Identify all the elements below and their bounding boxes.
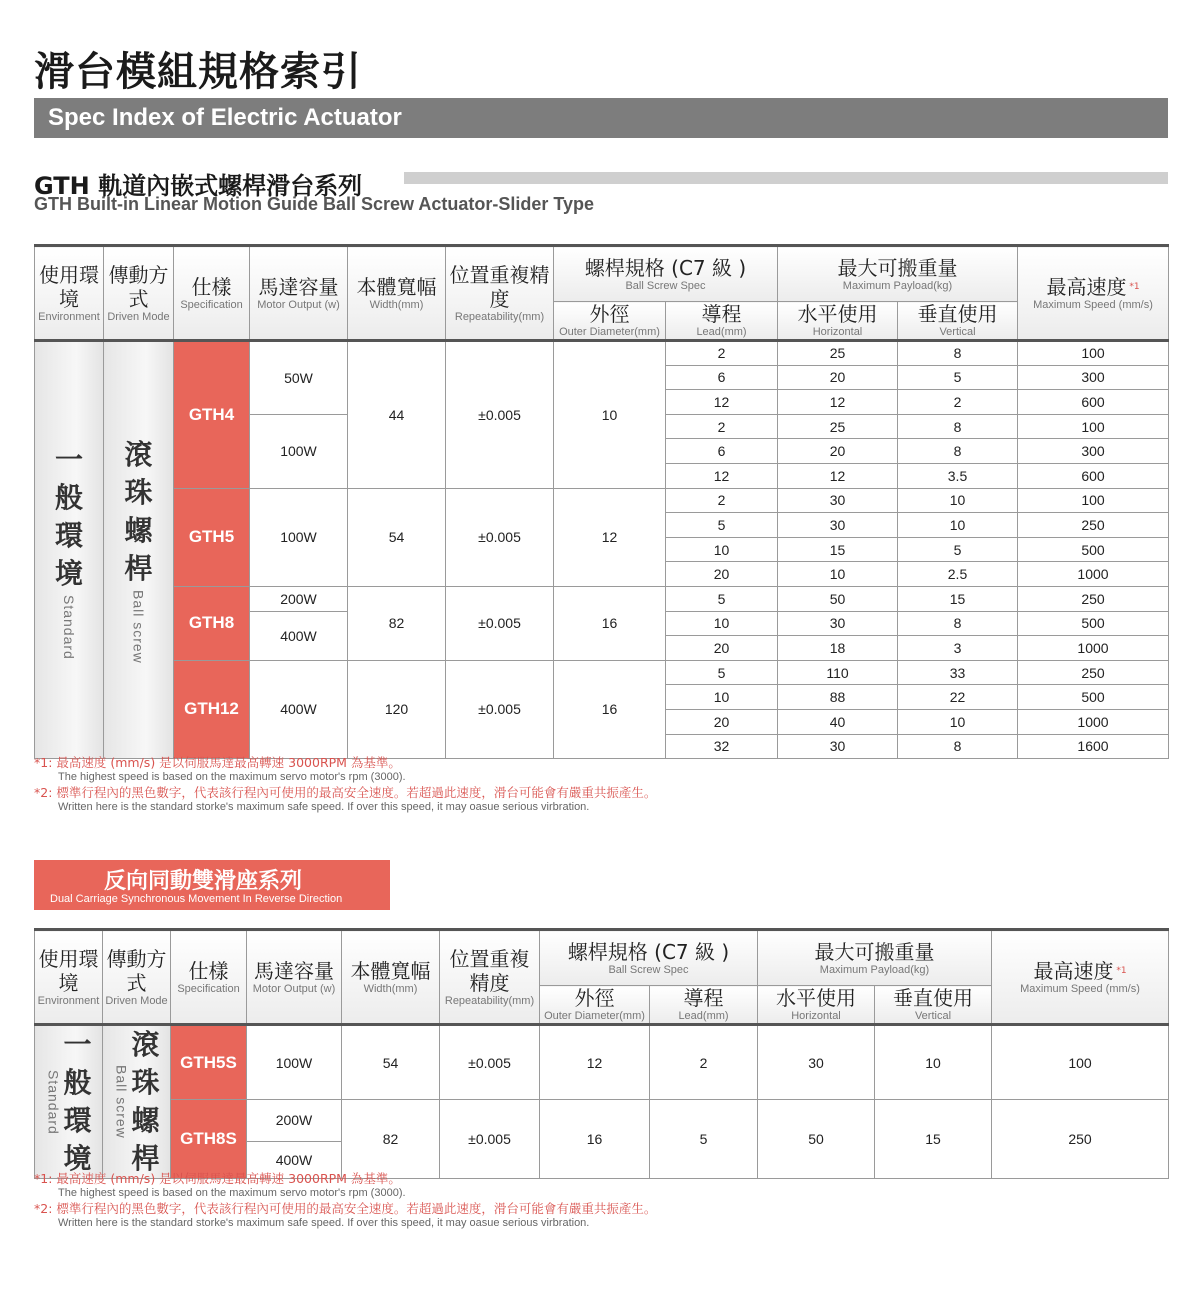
- payload-horizontal: 40: [778, 709, 898, 734]
- header-lead: [666, 302, 778, 341]
- outer-diameter: 12: [540, 1025, 650, 1100]
- max-speed: 1600: [1018, 734, 1169, 759]
- payload-vertical: 22: [898, 685, 1018, 710]
- lead: 20: [666, 562, 778, 587]
- environment-en: Standard: [61, 594, 77, 660]
- header-payload-en: Maximum Payload(kg): [842, 279, 953, 292]
- header-specification: [174, 246, 250, 341]
- payload-horizontal: 25: [778, 341, 898, 366]
- motor-output: 400W: [247, 1141, 342, 1179]
- header-payload-en: Maximum Payload(kg): [819, 963, 930, 976]
- body-width: 44: [348, 341, 446, 489]
- header-width-en: Width(mm): [363, 982, 418, 995]
- header-outer-diameter: [554, 302, 666, 341]
- lead: 20: [666, 636, 778, 661]
- header-drive-mode-en: Driven Mode: [107, 310, 170, 323]
- header-outer-diameter-zh: 外徑: [589, 302, 630, 326]
- header-vertical: [898, 302, 1018, 341]
- table-row: [35, 341, 1169, 366]
- header-specification-zh: 仕樣: [188, 958, 229, 983]
- dual-series-banner: [34, 860, 390, 910]
- header-max-speed-en: Maximum Speed (mm/s): [1033, 298, 1153, 311]
- environment-en: Standard: [45, 1069, 62, 1135]
- model-name: GTH5: [174, 488, 250, 586]
- repeatability: ±0.005: [446, 341, 554, 489]
- environment-cell: [35, 341, 104, 759]
- max-speed: 1000: [1018, 636, 1169, 661]
- lead: 6: [666, 439, 778, 464]
- lead: 6: [666, 365, 778, 390]
- lead: 2: [666, 341, 778, 366]
- header-outer-diameter-zh: 外徑: [574, 986, 615, 1010]
- repeatability: ±0.005: [446, 488, 554, 586]
- footnote-marker: *1: [1113, 965, 1127, 976]
- motor-output: 200W: [247, 1100, 342, 1142]
- max-speed: 100: [992, 1025, 1169, 1100]
- footnote-1-zh: *1: 最高速度 (mm/s) 是以伺服馬達最高轉速 3000RPM 為基準。: [34, 1171, 401, 1186]
- max-speed: 250: [1018, 660, 1169, 685]
- subtitle-bar: [34, 98, 1168, 138]
- payload-vertical: 2.5: [898, 562, 1018, 587]
- max-speed: 100: [1018, 414, 1169, 439]
- body-width: 82: [342, 1100, 440, 1179]
- max-speed: 600: [1018, 463, 1169, 488]
- header-outer-diameter-en: Outer Diameter(mm): [544, 1010, 645, 1022]
- payload-vertical: 8: [898, 341, 1018, 366]
- lead: 5: [650, 1100, 758, 1179]
- lead: 2: [666, 488, 778, 513]
- header-width: [348, 246, 446, 341]
- header-vertical-zh: 垂直使用: [893, 986, 973, 1010]
- header-motor-output-en: Motor Output (w): [257, 298, 340, 311]
- model-name: GTH5S: [171, 1025, 247, 1100]
- motor-output: 400W: [250, 611, 348, 660]
- environment-zh: 一 般 環 境: [63, 1028, 92, 1175]
- body-width: 54: [348, 488, 446, 586]
- body-width: 54: [342, 1025, 440, 1100]
- header-environment-zh: 使用環境: [38, 946, 99, 995]
- header-ball-screw: [540, 930, 758, 986]
- outer-diameter: 12: [554, 488, 666, 586]
- max-speed: 300: [1018, 439, 1169, 464]
- header-max-speed-zh: 最高速度 $^{*1}$: [1046, 274, 1140, 299]
- lead: 5: [666, 513, 778, 538]
- payload-horizontal: 12: [778, 390, 898, 415]
- payload-vertical: 15: [898, 586, 1018, 611]
- model-name: GTH8S: [171, 1100, 247, 1179]
- header-max-speed: [992, 930, 1169, 1025]
- payload-horizontal: 20: [778, 365, 898, 390]
- header-width-en: Width(mm): [369, 298, 424, 311]
- table-row: [35, 660, 1169, 685]
- lead: 32: [666, 734, 778, 759]
- lead: 2: [650, 1025, 758, 1100]
- header-drive-mode: [103, 930, 171, 1025]
- header-horizontal-zh: 水平使用: [776, 986, 856, 1010]
- footnote-1-en: The highest speed is based on the maximum servo motor's rpm (3000).: [58, 1187, 406, 1199]
- header-width-zh: 本體寬幅: [350, 958, 431, 983]
- header-environment-en: Environment: [38, 310, 100, 323]
- header-horizontal: [778, 302, 898, 341]
- series-subtitle: GTH Built-in Linear Motion Guide Ball Screw Actuator-Slider Type: [34, 194, 595, 214]
- header-repeatability-zh: 位置重複精度: [449, 262, 550, 311]
- lead: 5: [666, 660, 778, 685]
- payload-horizontal: 18: [778, 636, 898, 661]
- spec-table-dual: [34, 928, 1169, 1179]
- payload-horizontal: 88: [778, 685, 898, 710]
- model-name: GTH8: [174, 586, 250, 660]
- series-divider: [404, 172, 1168, 184]
- header-repeatability: [440, 930, 540, 1025]
- header-environment-zh: 使用環境: [39, 262, 99, 311]
- header-horizontal-en: Horizontal: [812, 326, 863, 338]
- lead: 10: [666, 685, 778, 710]
- payload-vertical: 8: [898, 734, 1018, 759]
- header-motor-output-zh: 馬達容量: [254, 958, 334, 983]
- header-lead-en: Lead(mm): [678, 1010, 729, 1022]
- header-repeatability-en: Repeatability(mm): [444, 994, 535, 1007]
- footnote-1-en: The highest speed is based on the maximum servo motor's rpm (3000).: [58, 771, 406, 783]
- header-lead-zh: 導程: [701, 302, 742, 326]
- table-row: [35, 488, 1169, 513]
- payload-vertical: 8: [898, 414, 1018, 439]
- model-name: GTH12: [174, 660, 250, 758]
- drive-mode-zh: 滾 珠 螺 桿: [124, 438, 153, 586]
- motor-output: 400W: [250, 660, 348, 758]
- environment-zh: 一 般 環 境: [54, 442, 83, 590]
- lead: 12: [666, 390, 778, 415]
- motor-output: 200W: [250, 586, 348, 611]
- payload-horizontal: 15: [778, 537, 898, 562]
- header-drive-mode-zh: 傳動方式: [106, 946, 167, 995]
- dual-series-subtitle: Dual Carriage Synchronous Movement In Reverse Direction: [50, 893, 343, 905]
- header-max-speed-en: Maximum Speed (mm/s): [1020, 982, 1140, 995]
- payload-horizontal: 30: [778, 611, 898, 636]
- header-lead-zh: 導程: [683, 986, 724, 1010]
- max-speed: 250: [992, 1100, 1169, 1179]
- payload-horizontal: 10: [778, 562, 898, 587]
- footnote-marker: *1: [1126, 281, 1140, 292]
- max-speed: 500: [1018, 611, 1169, 636]
- header-motor-output-zh: 馬達容量: [258, 274, 339, 299]
- header-vertical-en: Vertical: [939, 326, 976, 338]
- repeatability: ±0.005: [440, 1025, 540, 1100]
- payload-vertical: 3.5: [898, 463, 1018, 488]
- outer-diameter: 16: [540, 1100, 650, 1179]
- header-ball-screw: [554, 246, 778, 302]
- payload-vertical: 33: [898, 660, 1018, 685]
- motor-output: 100W: [250, 488, 348, 586]
- header-ball-screw-en: Ball Screw Spec: [625, 279, 706, 292]
- header-horizontal-en: Horizontal: [791, 1010, 841, 1022]
- header-width-zh: 本體寬幅: [356, 274, 437, 299]
- header-payload-zh: 最大可搬重量: [837, 255, 958, 280]
- drive-mode-zh: 滾 珠 螺 桿: [131, 1028, 160, 1175]
- outer-diameter: 16: [554, 586, 666, 660]
- payload-vertical: 5: [898, 365, 1018, 390]
- header-vertical-zh: 垂直使用: [917, 302, 998, 326]
- dual-series-title: 反向同動雙滑座系列: [104, 869, 303, 894]
- table-row: [35, 586, 1169, 611]
- payload-vertical: 10: [898, 709, 1018, 734]
- drive-mode-cell: [103, 1025, 171, 1179]
- motor-output: 50W: [250, 341, 348, 415]
- header-motor-output: [250, 246, 348, 341]
- header-specification-en: Specification: [180, 298, 243, 311]
- lead: 2: [666, 414, 778, 439]
- header-environment: [35, 246, 104, 341]
- page-title: 滑台模組規格索引: [34, 49, 362, 95]
- header-ball-screw-zh: 螺桿規格 (C7 級 ): [584, 255, 747, 280]
- header-drive-mode-en: Driven Mode: [105, 994, 168, 1007]
- table-row: [35, 1025, 1169, 1100]
- payload-horizontal: 30: [778, 513, 898, 538]
- header-motor-output: [247, 930, 342, 1025]
- body-width: 82: [348, 586, 446, 660]
- spec-table-gth: [34, 244, 1169, 759]
- payload-horizontal: 30: [758, 1025, 875, 1100]
- header-max-speed-zh: 最高速度 $^{*1}$: [1033, 958, 1127, 983]
- header-lead-en: Lead(mm): [696, 326, 747, 338]
- payload-horizontal: 30: [778, 488, 898, 513]
- max-speed: 500: [1018, 537, 1169, 562]
- footnote-2-en: Written here is the standard storke's maximum safe speed. If over this speed, it may oasue serious virbration.: [58, 1217, 590, 1229]
- header-motor-output-en: Motor Output (w): [252, 982, 336, 995]
- lead: 10: [666, 611, 778, 636]
- max-speed: 100: [1018, 341, 1169, 366]
- footnotes-1: [34, 754, 656, 814]
- header-specification-en: Specification: [177, 982, 240, 995]
- environment-cell: [35, 1025, 103, 1179]
- footnotes-2: [34, 1170, 656, 1230]
- header-ball-screw-zh: 螺桿規格 (C7 級 ): [567, 939, 730, 964]
- repeatability: ±0.005: [446, 586, 554, 660]
- header-specification: [171, 930, 247, 1025]
- header-max-speed: [1018, 246, 1169, 341]
- header-specification-zh: 仕樣: [191, 274, 232, 299]
- page-subtitle: Spec Index of Electric Actuator: [48, 104, 402, 131]
- payload-horizontal: 20: [778, 439, 898, 464]
- header-width: [342, 930, 440, 1025]
- header-ball-screw-en: Ball Screw Spec: [608, 963, 689, 976]
- payload-horizontal: 50: [778, 586, 898, 611]
- header-payload-zh: 最大可搬重量: [814, 939, 935, 964]
- payload-vertical: 10: [898, 513, 1018, 538]
- motor-output: 100W: [247, 1025, 342, 1100]
- header-repeatability-zh: 位置重複精度: [449, 946, 530, 995]
- max-speed: 100: [1018, 488, 1169, 513]
- max-speed: 250: [1018, 513, 1169, 538]
- lead: 12: [666, 463, 778, 488]
- outer-diameter: 16: [554, 660, 666, 758]
- outer-diameter: 10: [554, 341, 666, 489]
- model-name: GTH4: [174, 341, 250, 489]
- footnote-2-zh: *2: 標準行程內的黑色數字，代表該行程內可使用的最高安全速度。若超過此速度，滑台可能會有嚴重共振產生。: [34, 785, 657, 800]
- header-vertical-en: Vertical: [914, 1010, 952, 1022]
- drive-mode-en: Ball screw: [130, 590, 147, 664]
- payload-horizontal: 12: [778, 463, 898, 488]
- payload-vertical: 3: [898, 636, 1018, 661]
- header-vertical: [875, 986, 992, 1025]
- header-horizontal: [758, 986, 875, 1025]
- lead: 5: [666, 586, 778, 611]
- drive-mode-en: Ball screw: [113, 1065, 130, 1139]
- payload-horizontal: 25: [778, 414, 898, 439]
- header-horizontal-zh: 水平使用: [797, 302, 878, 326]
- table-row: [35, 1100, 1169, 1142]
- payload-vertical: 15: [875, 1100, 992, 1179]
- header-lead: [650, 986, 758, 1025]
- payload-horizontal: 110: [778, 660, 898, 685]
- payload-horizontal: 30: [778, 734, 898, 759]
- payload-vertical: 10: [875, 1025, 992, 1100]
- payload-vertical: 10: [898, 488, 1018, 513]
- header-environment-en: Environment: [37, 994, 100, 1007]
- header-payload: [778, 246, 1018, 302]
- header-outer-diameter: [540, 986, 650, 1025]
- series-title: GTH 軌道內嵌式螺桿滑台系列: [34, 172, 363, 200]
- max-speed: 1000: [1018, 562, 1169, 587]
- repeatability: ±0.005: [446, 660, 554, 758]
- header-repeatability: [446, 246, 554, 341]
- header-repeatability-en: Repeatability(mm): [454, 310, 545, 323]
- payload-horizontal: 50: [758, 1100, 875, 1179]
- header-payload: [758, 930, 992, 986]
- max-speed: 1000: [1018, 709, 1169, 734]
- payload-vertical: 8: [898, 439, 1018, 464]
- header-drive-mode-zh: 傳動方式: [108, 262, 169, 311]
- motor-output: 100W: [250, 414, 348, 488]
- max-speed: 300: [1018, 365, 1169, 390]
- drive-mode-cell: [104, 341, 174, 759]
- max-speed: 600: [1018, 390, 1169, 415]
- footnote-2-en: Written here is the standard storke's maximum safe speed. If over this speed, it may oasue serious virbration.: [58, 801, 590, 813]
- body-width: 120: [348, 660, 446, 758]
- header-outer-diameter-en: Outer Diameter(mm): [559, 326, 660, 338]
- header-environment: [35, 930, 103, 1025]
- max-speed: 500: [1018, 685, 1169, 710]
- footnote-1-zh: *1: 最高速度 (mm/s) 是以伺服馬達最高轉速 3000RPM 為基準。: [34, 755, 401, 770]
- lead: 10: [666, 537, 778, 562]
- payload-vertical: 8: [898, 611, 1018, 636]
- header-drive-mode: [104, 246, 174, 341]
- payload-vertical: 2: [898, 390, 1018, 415]
- repeatability: ±0.005: [440, 1100, 540, 1179]
- max-speed: 250: [1018, 586, 1169, 611]
- payload-vertical: 5: [898, 537, 1018, 562]
- lead: 20: [666, 709, 778, 734]
- footnote-2-zh: *2: 標準行程內的黑色數字，代表該行程內可使用的最高安全速度。若超過此速度，滑台可能會有嚴重共振產生。: [34, 1201, 657, 1216]
